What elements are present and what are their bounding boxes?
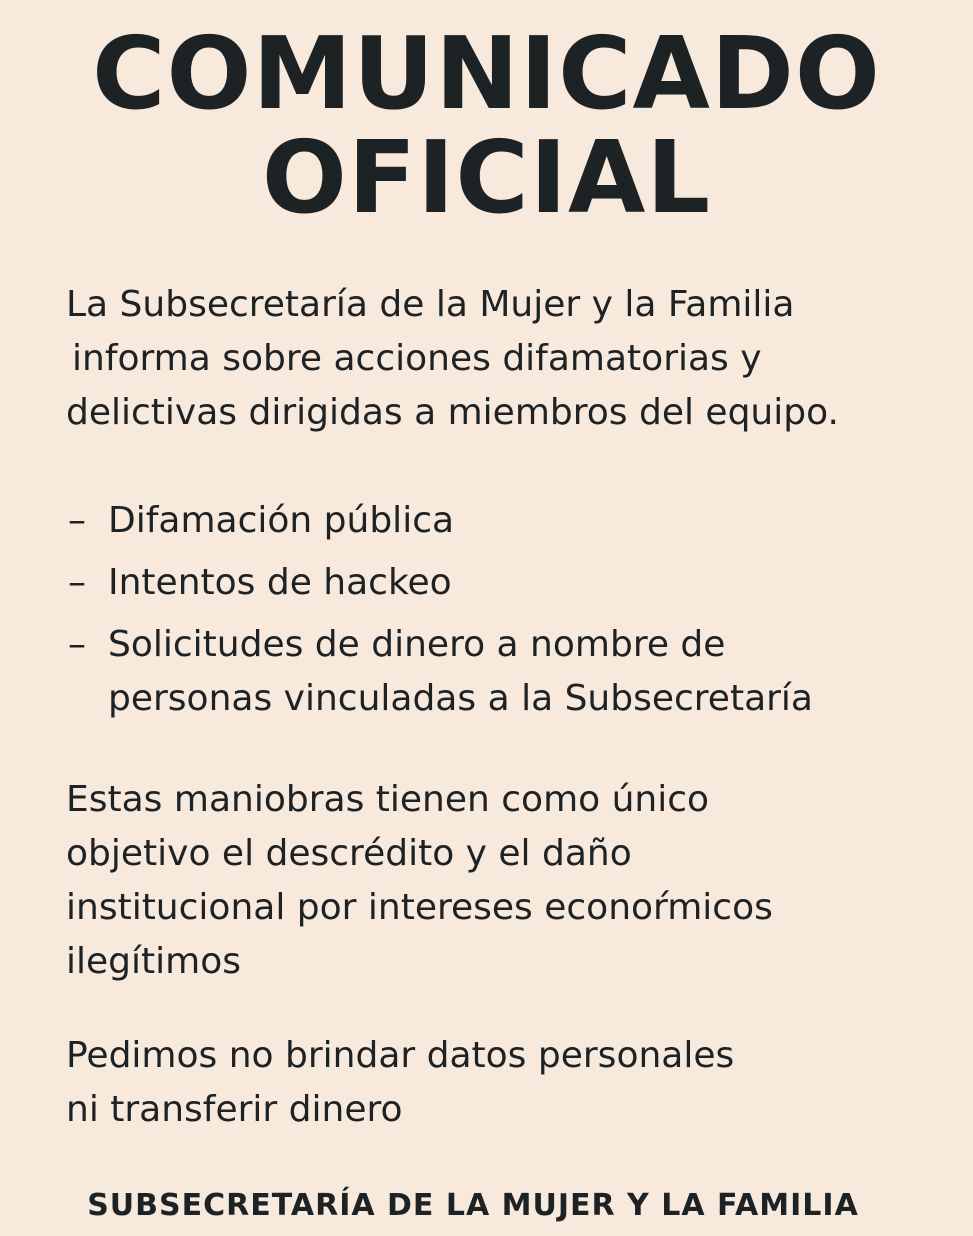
dash-marker: –	[68, 624, 86, 665]
list-item	[68, 494, 948, 548]
list-item	[68, 556, 948, 610]
paragraph-line: Pedimos no brindar datos personales	[66, 1035, 735, 1076]
objective-paragraph	[66, 773, 946, 989]
intro-line: delictivas dirigidas a miembros del equipo.	[66, 392, 839, 433]
paragraph-line: ni transferir dinero	[66, 1089, 403, 1130]
intro-line: La Subsecretaría de la Mujer y la Familia	[66, 284, 795, 325]
paragraph-line: Estas maniobras tienen como único	[66, 779, 710, 820]
intro-line: informa sobre acciones difamatorias y	[72, 338, 762, 379]
list-item	[68, 618, 948, 726]
footer-signature: SUBSECRETARÍA DE LA MUJER Y LA FAMILIA	[87, 1188, 859, 1223]
list-item-text: Intentos de hackeo	[108, 562, 452, 603]
list-item-text: Solicitudes de dinero a nombre de	[108, 624, 726, 665]
paragraph-line: institucional por intereses econoŕmicos	[66, 887, 773, 928]
title-line-1: COMUNICADO	[92, 15, 881, 132]
title-line-2: OFICIAL	[261, 119, 712, 236]
list-item-text: personas vinculadas a la Subsecretaría	[108, 678, 813, 719]
incident-list	[68, 494, 948, 734]
paragraph-line: ilegítimos	[66, 941, 241, 982]
request-paragraph	[66, 1029, 946, 1137]
paragraph-line: objetivo el descrédito y el daño	[66, 833, 632, 874]
page-title	[0, 15, 973, 236]
dash-marker: –	[68, 500, 86, 541]
intro-paragraph	[66, 278, 946, 440]
dash-marker: –	[68, 562, 86, 603]
list-item-text: Difamación pública	[108, 500, 455, 541]
